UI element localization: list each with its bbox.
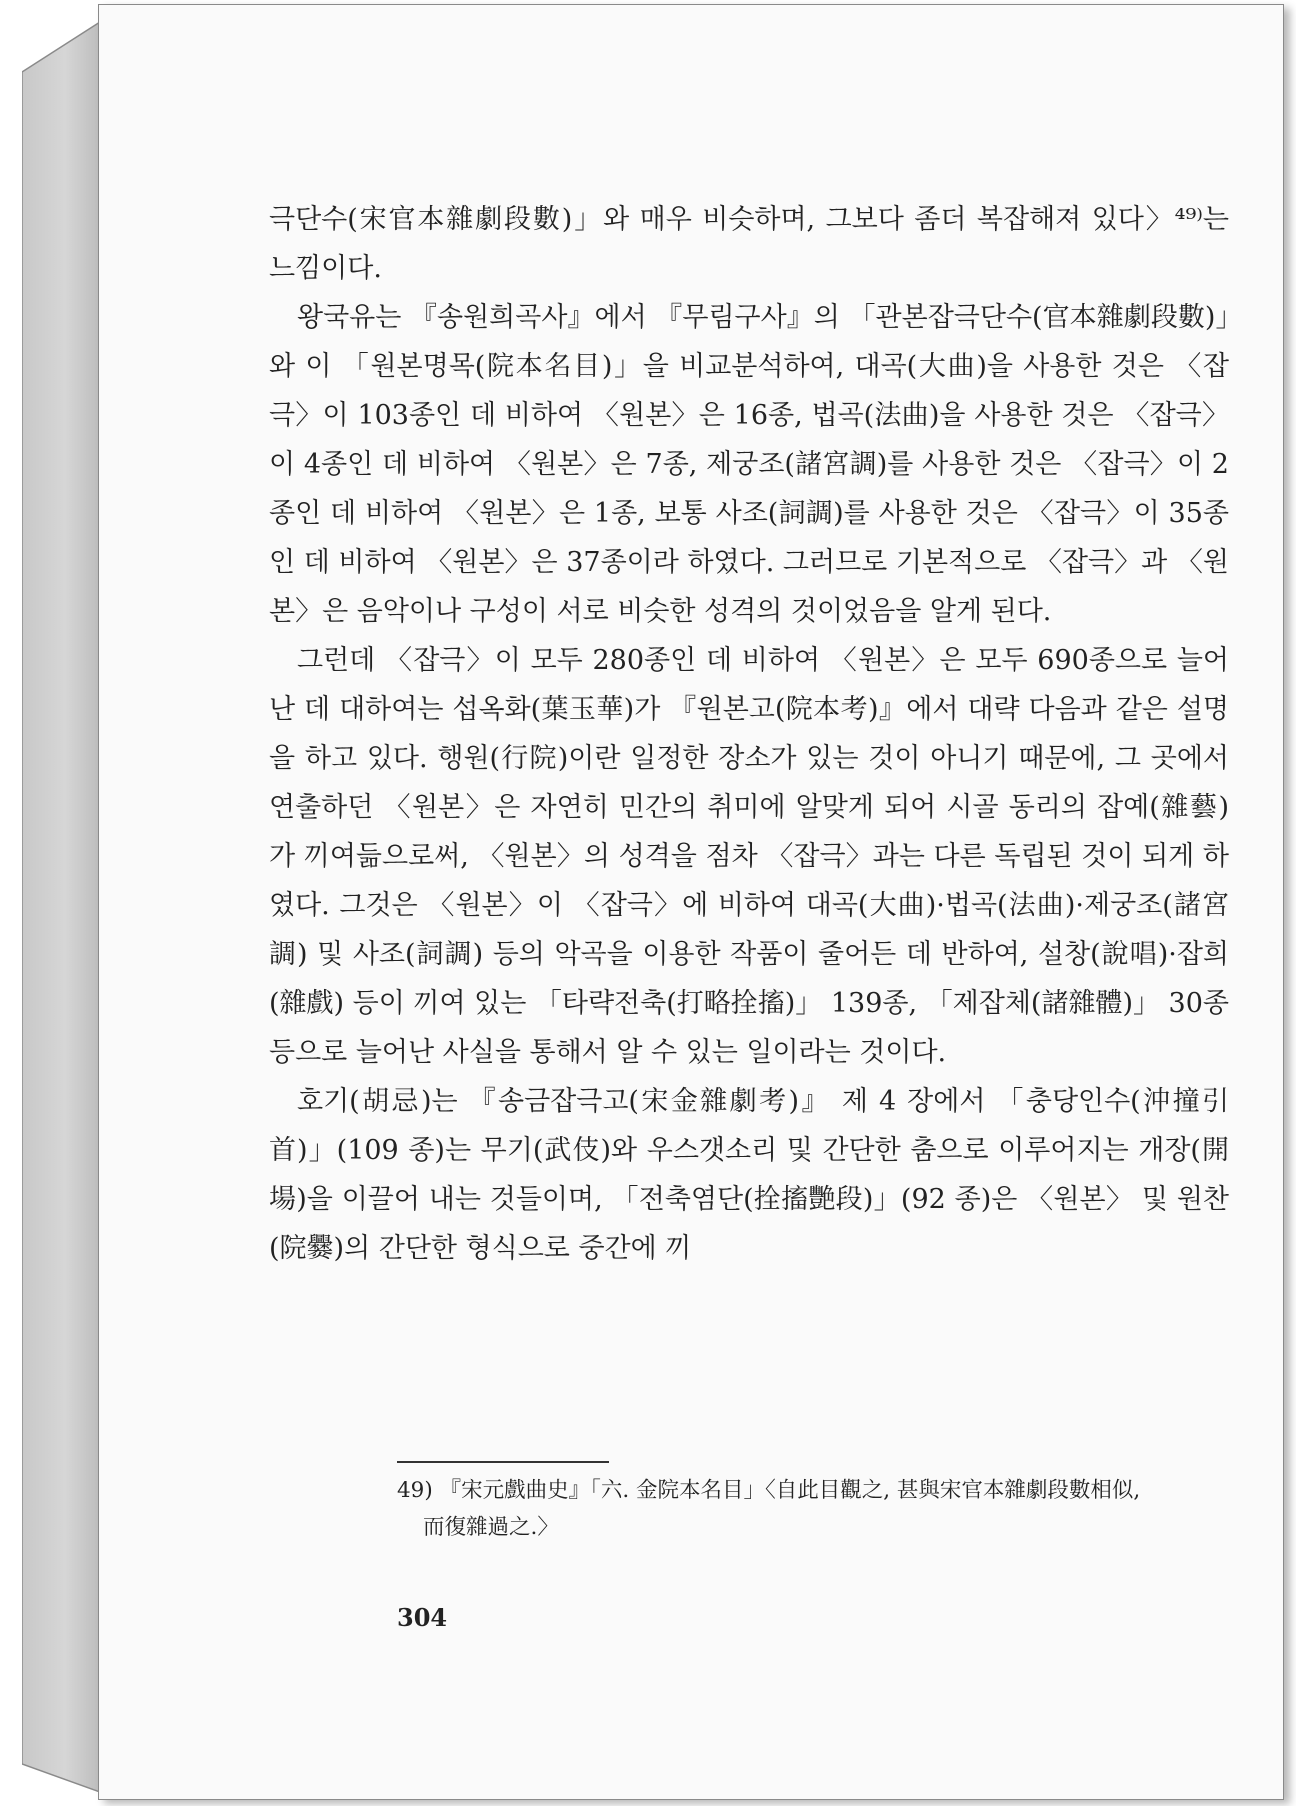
book-page [98, 4, 1284, 1800]
footnote-divider [397, 1461, 609, 1463]
paragraph-4: 호기(胡忌)는 『송금잡극고(宋金雜劇考)』 제 4 장에서 「충당인수(沖撞引首)」(109 종)는 무기(武伎)와 우스갯소리 및 간단한 춤으로 이루어지는 개장(開場)을 이끌어 내는 것들이며, 「전축염단(拴搐艷段)」(92 종)은 〈원본〉 및 원찬(院爨)의 간단한 형식으로 중간에 끼 [269, 1086, 1229, 1264]
footnote-number: 49) [397, 1478, 433, 1503]
paragraph-1: 극단수(宋官本雜劇段數)」와 매우 비슷하며, 그보다 좀더 복잡해져 있다〉⁴⁹⁾는 느낌이다. [269, 204, 1229, 284]
footnote [397, 1472, 1249, 1546]
paragraph-2: 왕국유는 『송원희곡사』에서 『무림구사』의 「관본잡극단수(官本雜劇段數)」와 이 「원본명목(院本名目)」을 비교분석하여, 대곡(大曲)을 사용한 것은 〈잡극〉이 103종인 데 비하여 〈원본〉은 16종, 법곡(法曲)을 사용한 것은 〈잡극〉이 4종인 데 비하여 〈원본〉은 7종, 제궁조(諸宮調)를 사용한 것은 〈잡극〉이 2종인 데 비하여 〈원본〉은 1종, 보통 사조(詞調)를 사용한 것은 〈잡극〉이 35종인 데 비하여 〈원본〉은 37종이라 하였다. 그러므로 기본적으로 〈잡극〉과 〈원본〉은 음악이나 구성이 서로 비슷한 성격의 것이었음을 알게 된다. [269, 302, 1229, 627]
footnote-line-1: 『宋元戲曲史』「六. 金院本名目」〈自此目觀之, 甚與宋官本雜劇段數相似, [439, 1478, 1141, 1503]
page-number: 304 [397, 1603, 448, 1632]
footnote-line-2: 而復雜過之.〉 [423, 1515, 559, 1540]
paragraph-3: 그런데 〈잡극〉이 모두 280종인 데 비하여 〈원본〉은 모두 690종으로 늘어난 데 대하여는 섭옥화(葉玉華)가 『원본고(院本考)』에서 대략 다음과 같은 설명을 하고 있다. 행원(行院)이란 일정한 장소가 있는 것이 아니기 때문에, 그 곳에서 연출하던 〈원본〉은 자연히 민간의 취미에 알맞게 되어 시골 동리의 잡예(雜藝)가 끼여듦으로써, 〈원본〉의 성격을 점차 〈잡극〉과는 다른 독립된 것이 되게 하였다. 그것은 〈원본〉이 〈잡극〉에 비하여 대곡(大曲)·법곡(法曲)·제궁조(諸宮調) 및 사조(詞調) 등의 악곡을 이용한 작품이 줄어든 데 반하여, 설창(說唱)·잡희(雜戲) 등이 끼여 있는 「타략전축(打略拴搐)」 139종, 「제잡체(諸雜體)」 30종 등으로 늘어난 사실을 통해서 알 수 있는 일이라는 것이다. [269, 645, 1229, 1068]
body-text [269, 195, 1229, 1273]
book-spine [22, 22, 100, 1792]
